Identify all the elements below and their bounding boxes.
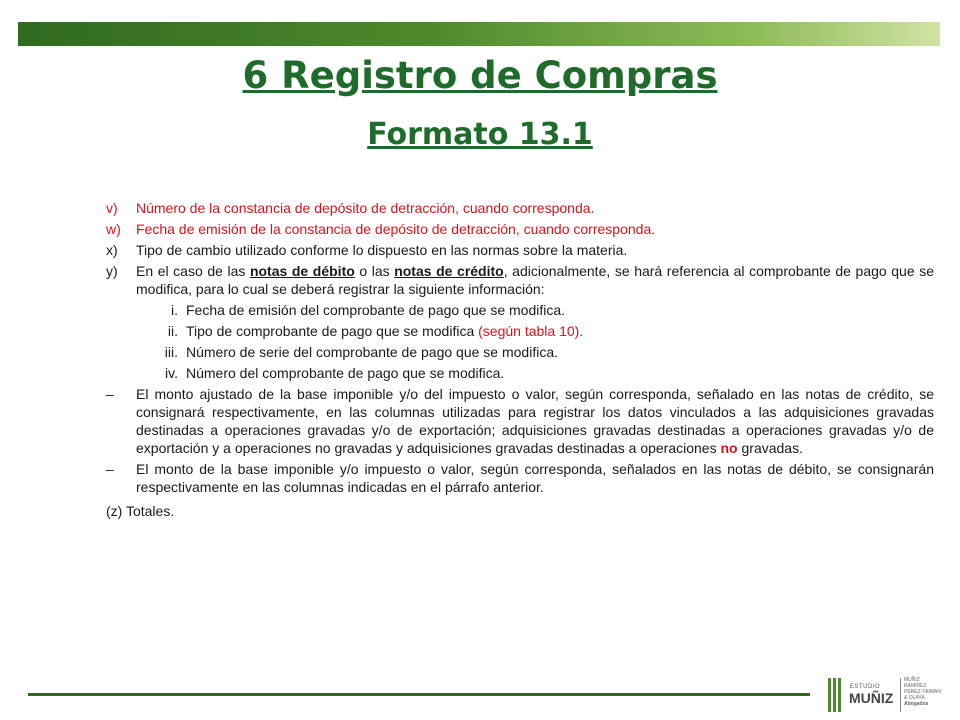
top-decorative-bar: [18, 22, 940, 46]
item-text: Fecha de emisión de la constancia de depósito de detracción, cuando corresponda.: [136, 221, 656, 237]
dash-marker: –: [106, 386, 114, 402]
subitem-ii: [150, 322, 934, 340]
item-y: [106, 262, 934, 298]
content-list: [106, 199, 934, 520]
item-v: [106, 199, 934, 217]
item-x: [106, 241, 934, 259]
dash-item-notas-credito: [106, 385, 934, 457]
totals-line: (z) Totales.: [106, 503, 175, 519]
item-marker: w): [106, 221, 121, 237]
subitem-i: [150, 301, 934, 319]
logo-partner: MUÑIZ: [904, 677, 920, 683]
page-subtitle: Formato 13.1: [367, 117, 593, 152]
subitem-text: [186, 322, 934, 340]
no-highlight: no: [720, 440, 738, 456]
tabla-10-note: (según tabla 10).: [478, 323, 584, 339]
dash-text: El monto de la base imponible y/o impuesto o valor, según corresponda, señalados en las notas de débito, se consignarán respectivamente en las columnas indicadas en el párrafo anterior.: [136, 461, 934, 495]
subitem-marker: ii.: [167, 323, 178, 339]
item-marker: y): [106, 263, 118, 279]
dash-text-1: El monto ajustado de la base imponible y/o del impuesto o valor, según corresponda, señalado en las notas de crédito, se consignará respectivamente, en las columnas utilizadas para registrar los datos vinculados a las adquisiciones gravadas destinadas a operaciones gravadas y/o de exportación; adquisiciones gravadas destinadas a operaciones gravadas y/o de exportación y a operaciones no gravadas y adquisiciones gravadas destinadas a operaciones: [136, 386, 934, 456]
logo-separator: [900, 678, 901, 712]
subitem-text: Número del comprobante de pago que se modifica.: [186, 365, 505, 381]
dash-item-notas-debito: [106, 460, 934, 496]
subitem-iii: [150, 343, 934, 361]
logo-partner: Abogados: [904, 701, 929, 707]
subitem-marker: iii.: [164, 344, 178, 360]
item-marker: v): [106, 200, 118, 216]
item-y-text-2: o las: [359, 263, 390, 279]
dash-text: [136, 385, 934, 457]
logo-partner: & OLAYA: [904, 695, 925, 701]
logo-partner: RAMÍREZ: [904, 683, 927, 689]
item-text: Número de la constancia de depósito de detracción, cuando corresponda.: [136, 200, 595, 216]
page-title: 6 Registro de Compras: [242, 54, 718, 97]
subitem-marker: iv.: [165, 365, 178, 381]
estudio-muniz-logo: [826, 674, 946, 716]
logo-estudio-text: ESTUDIO: [850, 684, 881, 690]
subitem-ii-text: Tipo de comprobante de pago que se modifica: [186, 323, 475, 339]
notas-credito-link[interactable]: notas de crédito: [394, 263, 504, 279]
item-marker: x): [106, 242, 118, 258]
item-y-text-1: En el caso de las: [136, 263, 246, 279]
bottom-divider: [28, 693, 810, 696]
item-y-text-3: , adicionalmente, se hará referencia al comprobante de pago que se modifica, para lo cual se deberá registrar la siguiente información:: [136, 263, 934, 297]
logo-partner: PÉREZ-TAIMAN: [904, 689, 941, 695]
subitem-text: Fecha de emisión del comprobante de pago que se modifica.: [186, 302, 566, 318]
subitem-marker: i.: [171, 302, 178, 318]
item-w: [106, 220, 934, 238]
item-text: [136, 262, 934, 298]
dash-text-2: gravadas.: [741, 440, 803, 456]
item-text: Tipo de cambio utilizado conforme lo dispuesto en las normas sobre la materia.: [136, 242, 628, 258]
notas-debito-link[interactable]: notas de débito: [249, 263, 355, 279]
logo-name-text: MUÑIZ: [849, 690, 894, 706]
subitem-iv: [150, 364, 934, 382]
subitem-text: Número de serie del comprobante de pago que se modifica.: [186, 344, 558, 360]
dash-marker: –: [106, 461, 114, 477]
logo-partners: [904, 677, 946, 707]
